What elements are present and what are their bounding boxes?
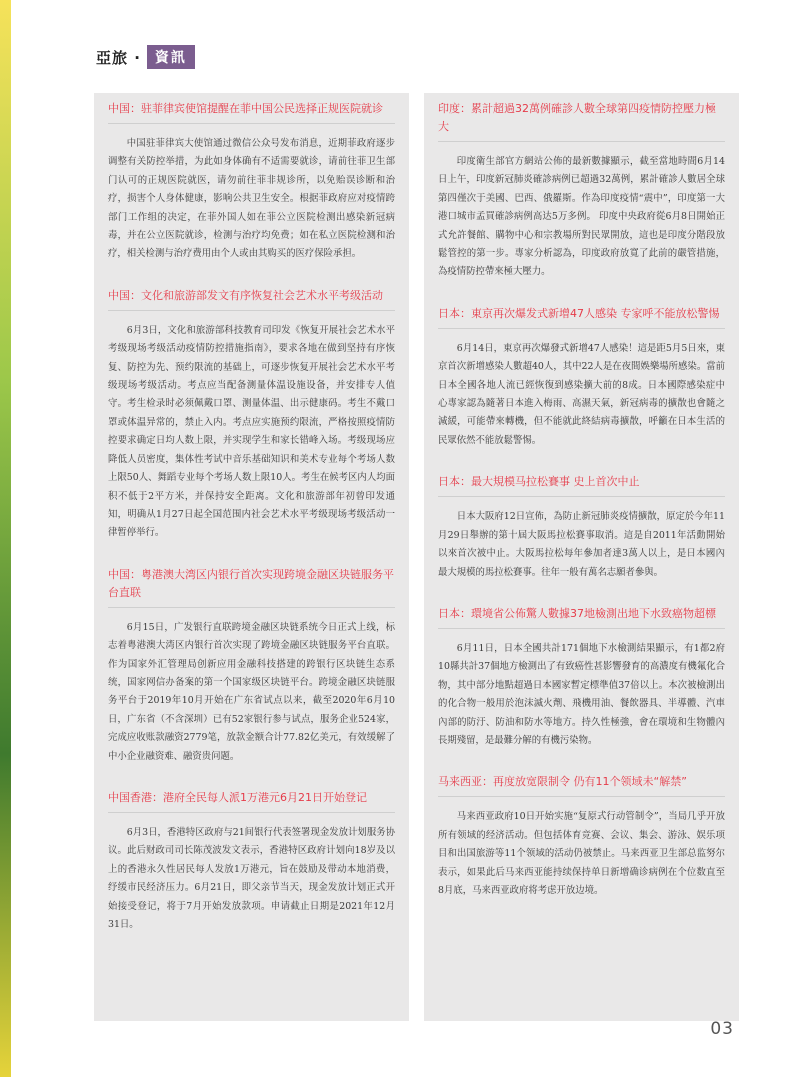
article-headline: 中国：文化和旅游部发文有序恢复社会艺术水平考级活动 <box>108 286 395 311</box>
article <box>438 472 725 582</box>
section-badge: 資訊 <box>147 45 195 69</box>
left-column <box>94 93 409 1021</box>
article <box>438 99 725 282</box>
article-body: 6月15日，广发银行直联跨境金融区块链系统今日正式上线，标志着粤港澳大湾区内银行首次实现了跨境金融区块链服务平台直联。作为国家外汇管理局创新应用金融科技搭建的跨银行区块链生态系统，国家网信办备案的第一个国家级区块链平台。跨境金融区块链服务平台于2019年10月开始在广东省试点以来，截至2020年6月10日，广东省（不含深圳）已有52家银行参与试点，服务企业524家，完成应收账款融资2779笔，放款金额合计77.82亿美元，有效缓解了中小企业融资难、融资贵问题。 <box>108 621 395 762</box>
article-headline: 马来西亚：再度放宽限制令 仍有11个领域未“解禁” <box>438 772 725 797</box>
article-headline: 日本：最大規模马拉松賽事 史上首次中止 <box>438 472 725 497</box>
article-headline: 中国：粤港澳大湾区内银行首次实现跨境金融区块链服务平台直联 <box>108 565 395 608</box>
right-column <box>424 93 739 1021</box>
article <box>438 604 725 750</box>
page-header <box>96 46 195 68</box>
article-body: 日本大阪府12日宣佈，為防止新冠肺炎疫情擴散，原定於今年11月29日舉辦的第十屆大阪馬拉松賽事取消。這是自2011年活動開始以來首次被中止。大阪馬拉松每年參加者達3萬人以上，是日本國內最大規模的馬拉松賽事。往年一般有萬名志願者參與。 <box>438 511 725 578</box>
article <box>108 99 395 264</box>
article-body: 6月3日，文化和旅游部科技教育司印发《恢复开展社会艺术水平考级现场考级活动疫情防控措施指南》，要求各地在做到坚持有序恢复、防控为先、预约限流的基础上，可逐步恢复开展社会艺术水平考级现场考级活动。考点应当配备测量体温设施设备，并安排专人值守。考生检录时必须佩戴口罩、测量体温、出示健康码。考生不戴口罩或体温异常的，禁止入内。考点应实施预约限流，严格按照疫情防控要求确定日均人数上限，并实现学生和家长错峰入场。考级现场应降低人员密度，集体性考试中音乐基础知识和美术专业每个考场人数上限50人、舞蹈专业每个考场人数上限10人。考生在候考区内人均面积不低于2平方米，并保持安全距离。文化和旅游部年初曾印发通知，明确从1月27日起全国范围内社会艺术水平考级现场考级活动一律暂停举行。 <box>108 324 395 539</box>
article <box>108 788 395 934</box>
article-body: 印度衛生部官方網站公佈的最新數據顯示，截至當地時間6月14日上午，印度新冠肺炎確診病例已超過32萬例，累計確診人數居全球第四僅次于美國、巴西、俄羅斯。作為印度疫情“震中”，印度第一大港口城市孟買確診病例高达5万多例。 印度中央政府從6月8日開始正式允許餐館、購物中心和宗教場所對民眾開放，這也是印度分階段放鬆管控的第一步。專家分析認為，印度政府放寬了此前的嚴管措施，為疫情防控帶來極大壓力。 <box>438 156 725 278</box>
article-headline: 中国香港：港府全民每人派1万港元6月21日开始登记 <box>108 788 395 813</box>
article-body: 马来西亚政府10日开始实施“复原式行动管制令”，当局几乎开放所有领域的经济活动。但包括体育竞赛、会议、集会、游泳、娱乐项目和出国旅游等11个领域的活动仍被禁止。马来西亚卫生部总监努尔表示，如果此后马来西亚能持续保持单日新增确诊病例在个位数直至8月底，马来西亚政府将考虑开放边境。 <box>438 811 725 896</box>
page-number: 03 <box>710 1019 734 1039</box>
brand-title: 亞旅 · <box>96 48 141 67</box>
article-body: 中国驻菲律宾大使馆通过微信公众号发布消息，近期菲政府逐步调整有关防控举措，为此如身体确有不适需要就诊，请前往菲卫生部门认可的正规医院就医，请勿前往菲非规诊所，以免贻误诊断和治疗，损害个人身体健康，影响公共卫生安全。根据菲政府应对疫情跨部门工作组的决定，在菲外国人如在菲公立医院检测出感染新冠病毒，并在公立医院就诊，检测与治疗均免费；如在私立医院检测和治疗，相关检测与治疗费用由个人或由其购买的医疗保险承担。 <box>108 138 395 260</box>
article <box>108 565 395 766</box>
side-color-bar <box>0 0 11 1077</box>
article-body: 6月11日，日本全國共計171個地下水檢測結果顯示，有1都2府10縣共計37個地方檢測出了有致癌性甚影響發育的高濃度有機氟化合物，其中部分地點超過日本國家暫定標準值37倍以上。本次被檢測出的化合物一般用於泡沫滅火劑、飛機用油、餐飲器具、半導體、汽車內部的防汙、防油和防水等地方。持久性極強，會在環境和生物體內長期殘留，是最難分解的有機污染物。 <box>438 642 725 746</box>
article-headline: 日本：東京再次爆发式新增47人感染 专家呼不能放松警惕 <box>438 304 725 329</box>
article-headline: 印度：累計超過32萬例確診人數全球第四疫情防控壓力極大 <box>438 99 725 142</box>
article <box>438 304 725 450</box>
article <box>108 286 395 543</box>
article-headline: 中国：驻菲律宾使馆提醒在菲中国公民选择正规医院就诊 <box>108 99 395 124</box>
article <box>438 772 725 900</box>
article-body: 6月3日，香港特区政府与21间银行代表签署现金发放计划服务协议。此后财政司司长陈茂波发文表示，香港特区政府计划向18岁及以上的香港永久性居民每人发放1万港元，旨在鼓励及带动本地消费，纾缓市民经济压力。6月21日，即父亲节当天，现金发放计划正式开始接受登记，将于7月开始发放款项。申请截止日期是2021年12月31日。 <box>108 826 395 930</box>
article-body: 6月14日，東京再次爆發式新增47人感染！這是距5月5日來，東京首次新增感染人數超40人，其中22人是在夜間娛樂場所感染。當前日本全國各地人流已經恢復到感染擴大前的8成。日本國際感染症中心專家認為隨著日本進入梅雨、高濕天氣，新冠病毒的擴散也會隨之減緩，可能帶來轉機，但不能就此終結病毒擴散，呼籲在日本生活的民眾依然不能放鬆警惕。 <box>438 342 725 446</box>
article-headline: 日本：環境省公佈驚人數據37地檢測出地下水致癌物超標 <box>438 604 725 629</box>
